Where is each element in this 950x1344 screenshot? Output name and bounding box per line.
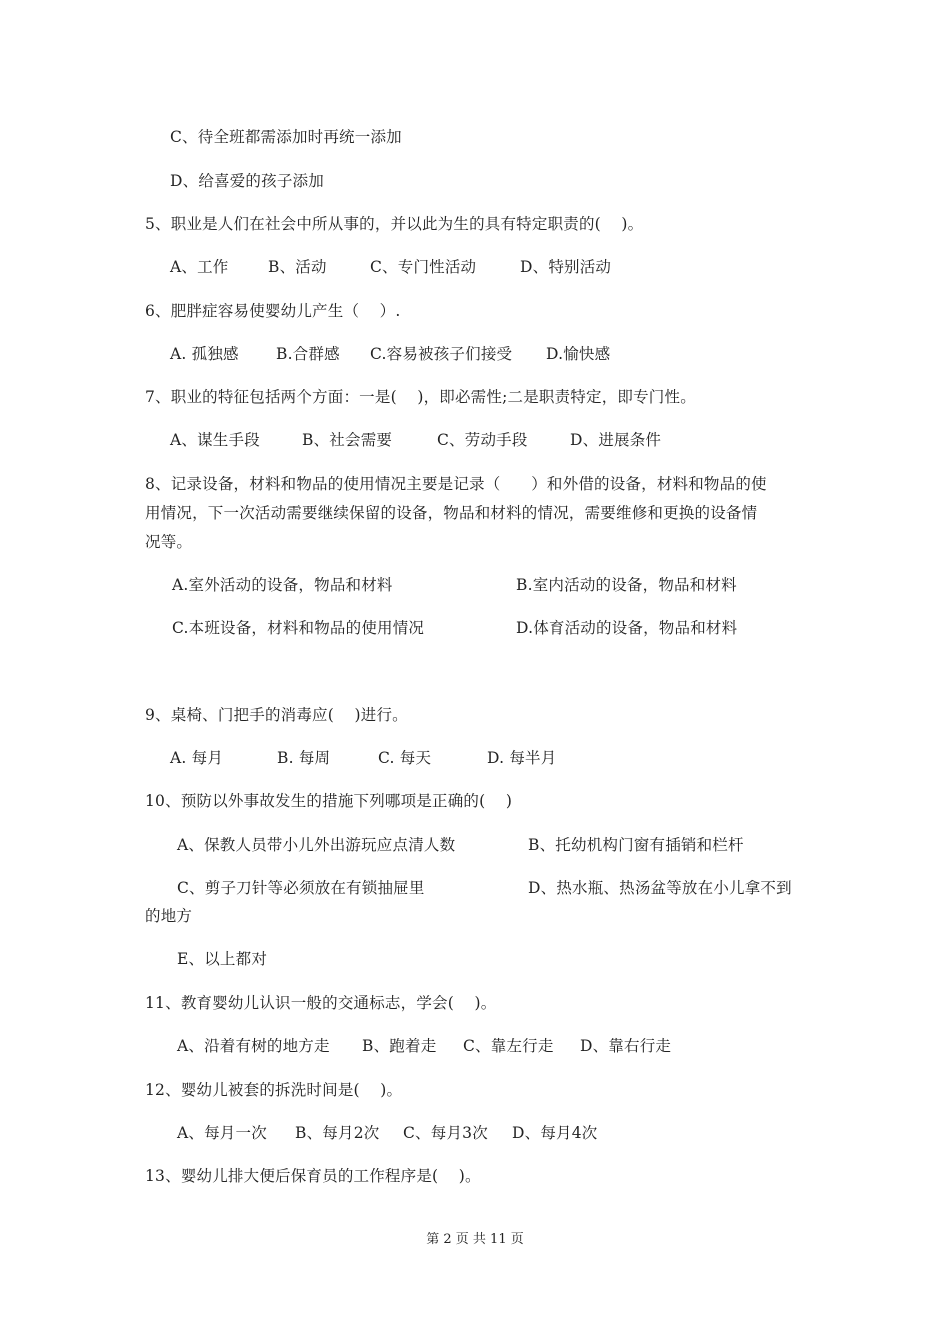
q4-option-c: C、待全班都需添加时再统一添加 (170, 128, 402, 146)
q5-stem: 5、职业是人们在社会中所从事的，并以此为生的具有特定职责的( )。 (145, 215, 644, 233)
q6-option-b: B.合群感 (276, 345, 340, 363)
q10-option-d-continued: 的地方 (145, 907, 193, 925)
q7-option-a: A、谋生手段 (170, 431, 260, 449)
q4-option-d: D、给喜爱的孩子添加 (170, 172, 324, 190)
q8-option-b: B.室内活动的设备，物品和材料 (516, 576, 737, 594)
q10-option-e: E、以上都对 (177, 950, 268, 968)
q12-option-a: A、每月一次 (177, 1124, 267, 1142)
q7-option-b: B、社会需要 (302, 431, 393, 449)
q8-stem-line1: 8、记录设备，材料和物品的使用情况主要是记录（ ）和外借的设备，材料和物品的使 (145, 475, 767, 493)
q8-stem-line3: 况等。 (145, 533, 193, 551)
q11-option-a: A、沿着有树的地方走 (177, 1037, 330, 1055)
q7-option-d: D、进展条件 (570, 431, 662, 449)
q12-stem: 12、婴幼儿被套的拆洗时间是( )。 (145, 1081, 403, 1099)
q10-option-d: D、热水瓶、热汤盆等放在小儿拿不到 (528, 879, 792, 897)
q11-stem: 11、教育婴幼儿认识一般的交通标志，学会( )。 (145, 994, 497, 1012)
q9-option-a: A. 每月 (170, 749, 224, 767)
q5-option-c: C、专门性活动 (370, 258, 477, 276)
q12-option-d: D、每月4次 (512, 1124, 598, 1142)
q8-option-a: A.室外活动的设备，物品和材料 (172, 576, 393, 594)
q9-option-c: C. 每天 (378, 749, 432, 767)
q8-stem-line2: 用情况，下一次活动需要继续保留的设备，物品和材料的情况，需要维修和更换的设备情 (145, 504, 758, 522)
q11-option-c: C、靠左行走 (463, 1037, 554, 1055)
q11-option-b: B、跑着走 (362, 1037, 437, 1055)
q7-stem: 7、职业的特征包括两个方面：一是( )，即必需性;二是职责特定，即专门性。 (145, 388, 696, 406)
q6-option-a: A. 孤独感 (170, 345, 239, 363)
q9-option-d: D. 每半月 (487, 749, 557, 767)
q6-option-d: D.愉快感 (546, 345, 611, 363)
q5-option-b: B、活动 (268, 258, 327, 276)
q5-option-a: A、工作 (170, 258, 229, 276)
q6-option-c: C.容易被孩子们接受 (370, 345, 513, 363)
q10-option-a: A、保教人员带小儿外出游玩应点清人数 (177, 836, 456, 854)
page-footer: 第 2 页 共 11 页 (426, 1232, 524, 1247)
q9-stem: 9、桌椅、门把手的消毒应( )进行。 (145, 706, 408, 724)
q8-option-c: C.本班设备，材料和物品的使用情况 (172, 619, 425, 637)
q9-option-b: B. 每周 (277, 749, 331, 767)
q5-option-d: D、特别活动 (520, 258, 612, 276)
q12-option-c: C、每月3次 (403, 1124, 488, 1142)
q10-option-b: B、托幼机构门窗有插销和栏杆 (528, 836, 744, 854)
q8-option-d: D.体育活动的设备，物品和材料 (516, 619, 738, 637)
q7-option-c: C、劳动手段 (437, 431, 528, 449)
q10-stem: 10、预防以外事故发生的措施下列哪项是正确的( ) (145, 792, 513, 810)
q12-option-b: B、每月2次 (295, 1124, 380, 1142)
q13-stem: 13、婴幼儿排大便后保育员的工作程序是( )。 (145, 1167, 481, 1185)
q10-option-c: C、剪子刀针等必须放在有锁抽屉里 (177, 879, 425, 897)
q11-option-d: D、靠右行走 (580, 1037, 672, 1055)
q6-stem: 6、肥胖症容易使婴幼儿产生（ ）. (145, 302, 401, 320)
